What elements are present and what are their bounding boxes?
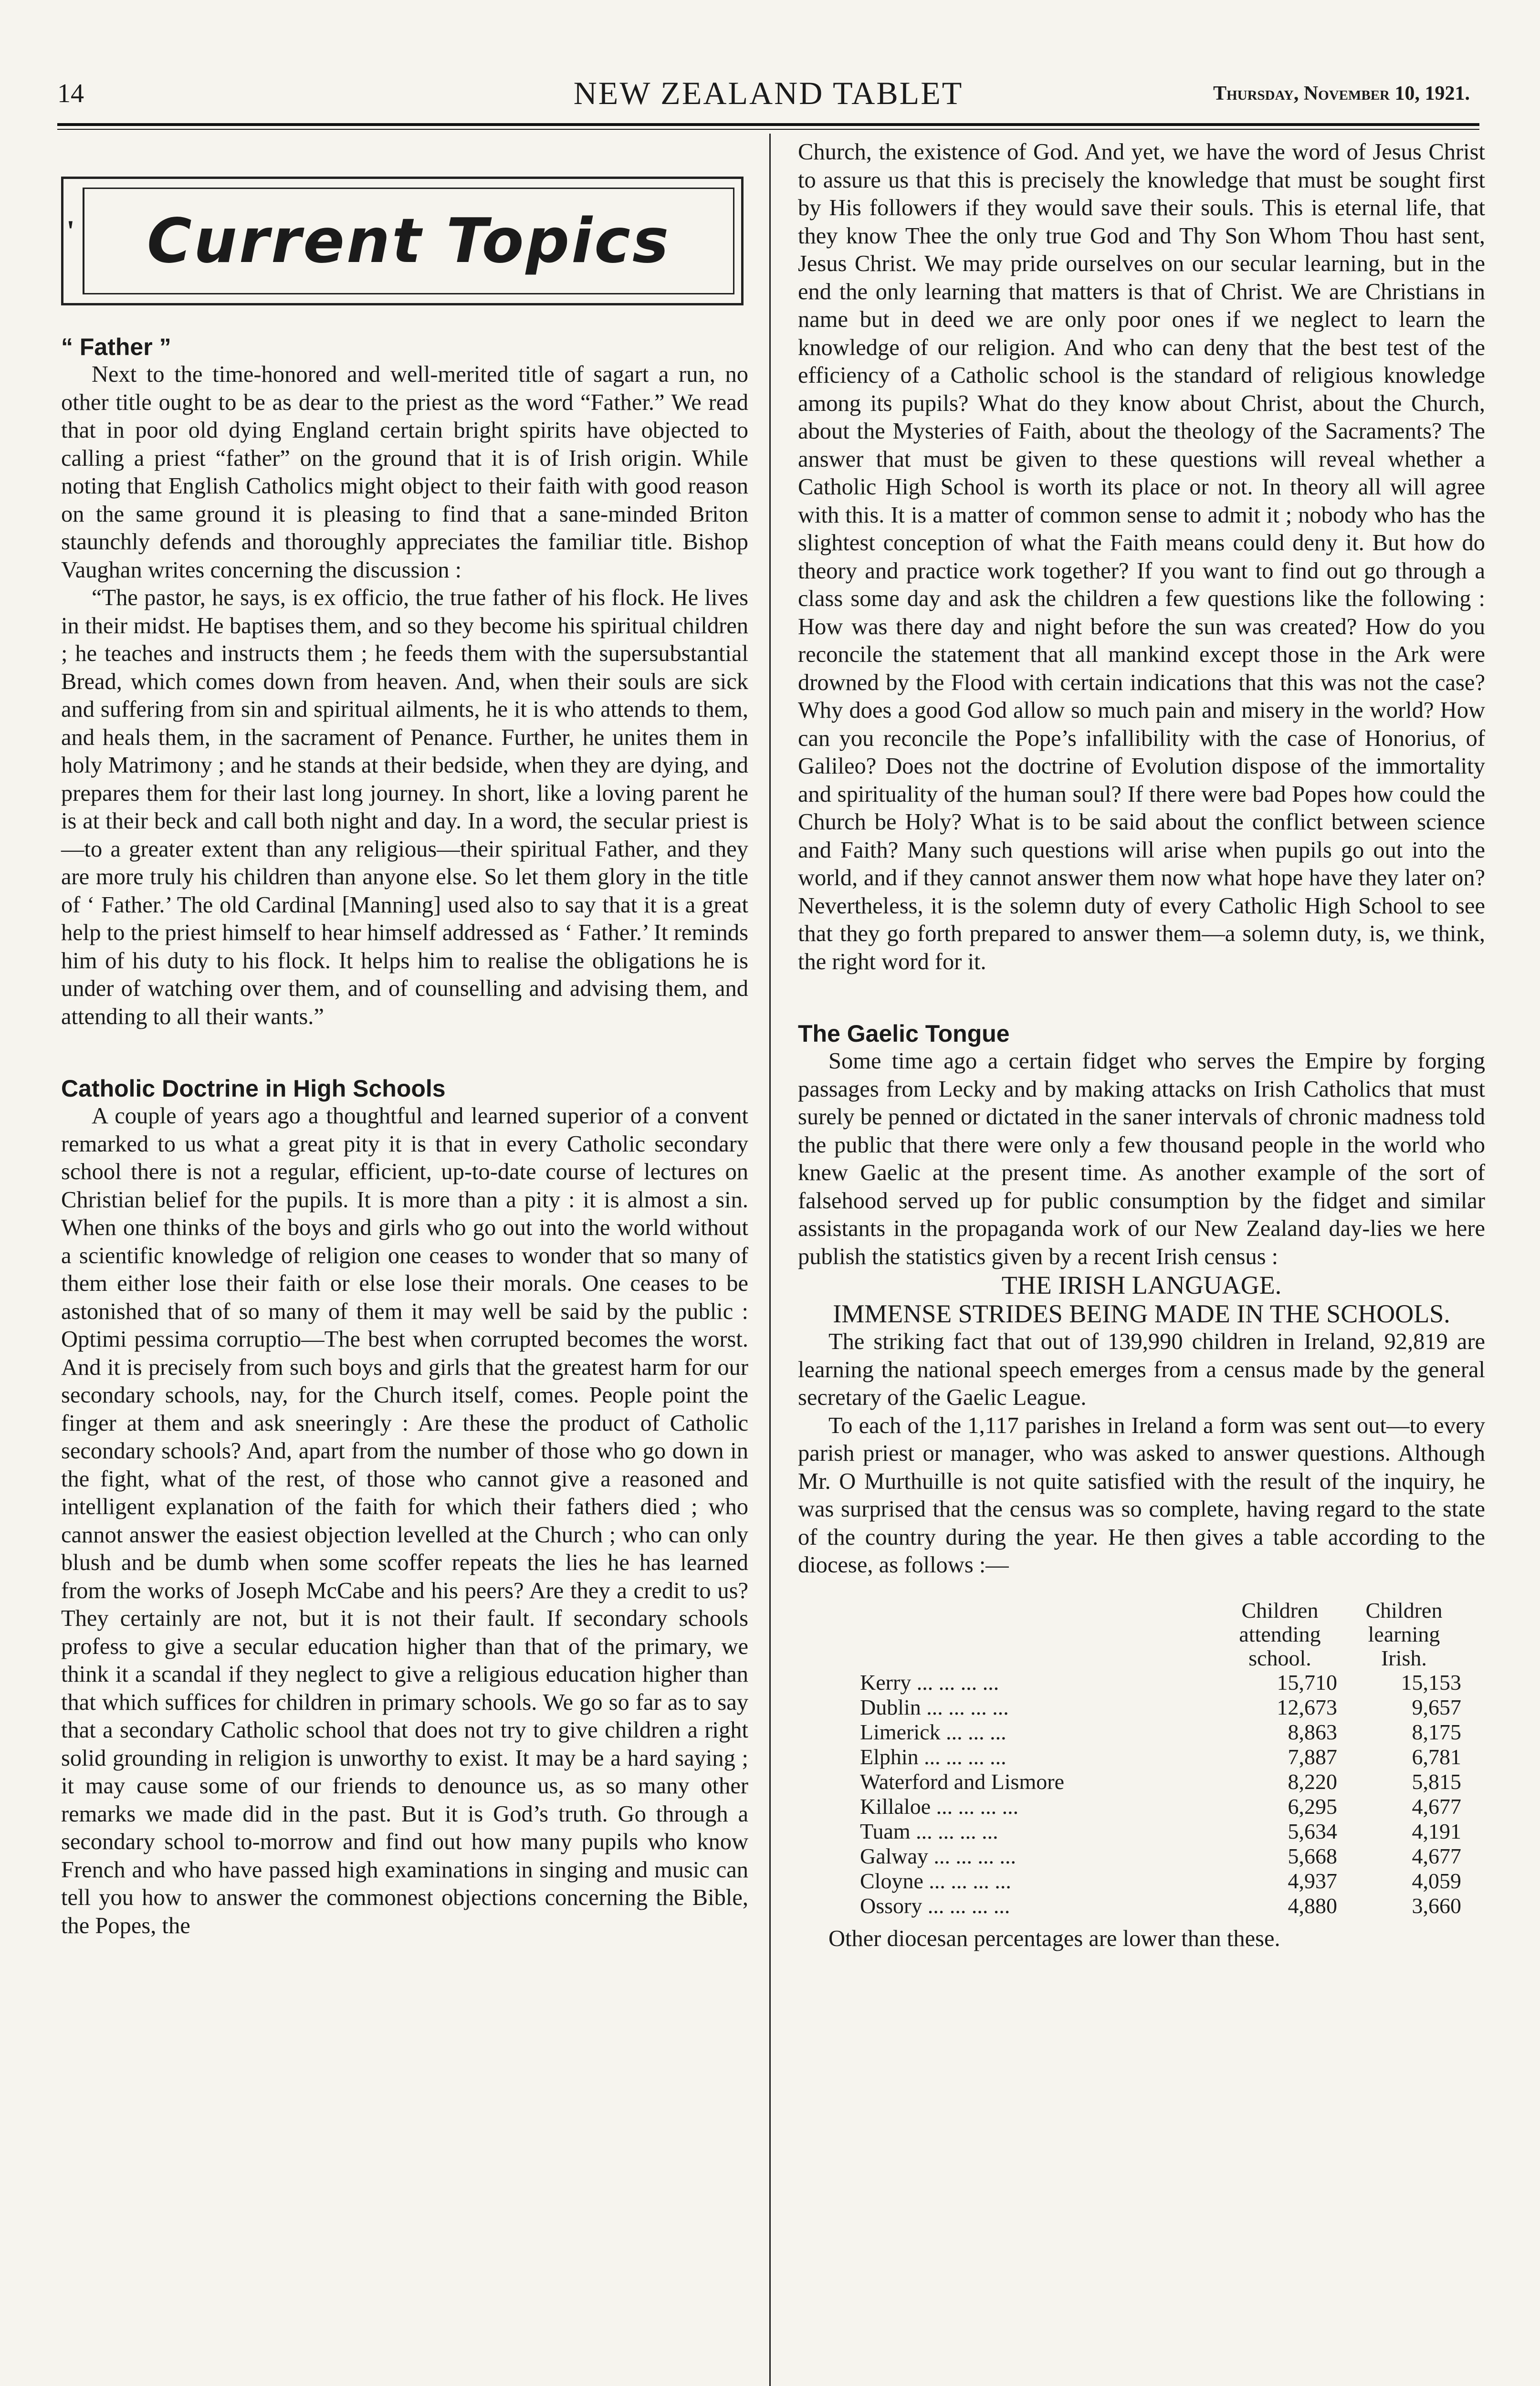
page-number: 14 [57, 79, 84, 108]
census-cell-attending: 4,937 [1288, 1868, 1337, 1893]
census-cell-learning: 4,677 [1412, 1794, 1461, 1819]
census-cell-diocese: Waterford and Lismore [860, 1769, 1065, 1794]
census-cell-learning: 4,059 [1412, 1868, 1461, 1893]
census-cell-diocese: Limerick ... ... ... [860, 1719, 1006, 1744]
census-cell-learning: 5,815 [1412, 1769, 1461, 1794]
census-table-body [855, 1670, 1466, 1918]
census-cell-learning: 9,657 [1412, 1695, 1461, 1719]
census-cell-diocese: Dublin ... ... ... ... [860, 1695, 1009, 1719]
gaelic-title: The Gaelic Tongue [798, 1020, 1010, 1047]
table-gap [798, 1580, 1485, 1599]
gaelic-closing: Other diocesan percentages are lower than these. [828, 1926, 1280, 1951]
census-cell-attending: 5,634 [1288, 1819, 1337, 1843]
catholic-doctrine-title: Catholic Doctrine in High Schools [61, 1075, 446, 1102]
banner-quote-mark: ' [66, 214, 75, 248]
gaelic-paragraph-3: To each of the 1,117 parishes in Ireland a form was sent out—to every parish priest or manager, who was asked to answer questions. Although Mr. O Murthuille is not quite satisfied with the result of the inquiry, he was surprised that the census was so complete, having regard to the state of the country during the year. He then gives a table according to the diocese, as follows :— [798, 1413, 1485, 1578]
page-header [57, 72, 1479, 115]
census-cell-attending: 5,668 [1288, 1843, 1337, 1868]
census-cell-diocese: Tuam ... ... ... ... [860, 1819, 998, 1843]
catholic-doctrine-paragraph-1: A couple of years ago a thoughtful and learned superior of a convent remarked to us what a great pity it is that in every Catholic secondary school there is not a regular, efficient, up-to-date course of lectures on Christian belief for the pupils. It is more than a pity : it is almost a sin. When one thinks of the boys and girls who go out into the world without a scientific knowledge of religion one ceases to wonder that so many of them either lose their faith or else lose their morals. One ceases to be astonished that of so many of them it may well be said by the public : Optimi pessima corruptio—The best when corrupted becomes the worst. And it is precisely from such boys and girls that the greatest harm for our secondary schools, nay, for the Church itself, comes. People point the finger at them and ask sneeringly : Are these the product of Catholic secondary schools? And, apart from the number of those who go down in the fight, what of the rest, of those who cannot give a reasoned and intelligent explanation of the faith for which their fathers died ; who cannot answer the easiest objection levelled at the Church ; who can only blush and be dumb when some scoffer repeats the lies he has learned from the works of Joseph McCabe and his peers? Are they a credit to us? They certainly are not, but it is not their fault. If secondary schools profess to give a secular education higher than that of the primary, we think it a scandal if they neglect to give a religious education higher than that which suffices for children in primary schools. We go so far as to say that a secondary Catholic school that does not try to give children a right solid grounding in religion is unworthy to exist. It may be a hard saying ; it may cause some of our friends to denounce us, as so many other remarks we made did in the past. But it is God’s truth. Go through a secondary school to-morrow and find out how many pupils who know French and who have passed high examinations in singing and music can tell you how to answer the commonest objections concerning the Bible, the Popes, the [61, 1103, 748, 1938]
census-row [855, 1869, 1466, 1894]
census-row [855, 1695, 1466, 1720]
census-cell-learning: 4,677 [1412, 1843, 1461, 1868]
census-cell-attending: 8,863 [1288, 1719, 1337, 1744]
census-table-header [855, 1599, 1466, 1670]
father-title: “ Father ” [61, 334, 171, 360]
census-cell-attending: 15,710 [1277, 1670, 1337, 1695]
census-table [855, 1599, 1466, 1918]
census-cell-diocese: Cloyne ... ... ... ... [860, 1868, 1011, 1893]
catholic-doctrine-continuation: Church, the existence of God. And yet, we have the word of Jesus Christ to assure us that this is precisely the knowledge that must be sought first by His followers if they would save their souls. This is eternal life, that they know Thee the only true God and Thy Son Whom Thou hast sent, Jesus Christ. We may pride ourselves on our secular learning, but in the end the only learning that matters is that of Christ. We are Christians in name but in deed we are only poor ones if we neglect to learn the knowledge of our religion. And who can deny that the best test of the efficiency of a Catholic school is the standard of religious knowledge among its pupils? What do they know about Christ, about the Church, about the Mysteries of Faith, about the theology of the Sacraments? The answer that must be given to these questions will reveal whether a Catholic High School is worth its place or not. In theory all will agree with this. It is a matter of common sense to admit it ; nobody who has the slightest conception of what the Faith means could deny it. But how do theory and practice work together? If you want to find out go through a class some day and ask the children a few questions like the following : How was there day and night before the sun was created? How do you reconcile the statement that all mankind except those in the Ark were drowned by the Flood with certain indications that this was not the case? Why does a good God allow so much pain and misery in the world? How can you reconcile the Pope’s infallibility with the case of Honorius, of Galileo? Does not the doctrine of Evolution dispose of the immortality and spirituality of the human soul? If there were bad Popes how could the Church be Holy? What is to be said about the conflict between science and Faith? Many such questions will arise when pupils go out into the world, and if they cannot answer them now what hope have they later on? Nevertheless, it is the solemn duty of every Catholic High School to see that they go forth prepared to answer them—a solemn duty, is, we think, the right word for it. [798, 139, 1485, 974]
census-cell-diocese: Killaloe ... ... ... ... [860, 1794, 1019, 1819]
census-cell-diocese: Kerry ... ... ... ... [860, 1670, 999, 1695]
census-row [855, 1844, 1466, 1869]
census-col-learning: Children learning Irish. [1365, 1598, 1443, 1670]
banner-inner-frame [83, 188, 734, 294]
current-topics-heading: Current Topics [147, 206, 671, 277]
father-paragraph-1: Next to the time-honored and well-merited title of sagart a run, no other title ought to be as dear to the priest as the word “Father.” We read that in poor old dying England certain bright spirits have objected to calling a priest “father” on the ground that it is of Irish origin. While noting that English Catholics might object to their faith with good reason on the same ground it is pleasing to find that a sane-minded Briton staunchly defends and thoroughly appreciates the familiar title. Bishop Vaughan writes concerning the discussion : [61, 362, 748, 583]
census-col-attending: Children attending school. [1239, 1598, 1321, 1670]
census-row [855, 1819, 1466, 1844]
census-row [855, 1769, 1466, 1794]
census-row [855, 1670, 1466, 1695]
section-gap [61, 1031, 748, 1075]
census-cell-learning: 15,153 [1401, 1670, 1461, 1695]
census-cell-diocese: Galway ... ... ... ... [860, 1843, 1016, 1868]
census-cell-attending: 8,220 [1288, 1769, 1337, 1794]
census-cell-learning: 4,191 [1412, 1819, 1461, 1843]
census-cell-attending: 7,887 [1288, 1744, 1337, 1769]
column-divider [769, 134, 771, 2386]
census-cell-attending: 6,295 [1288, 1794, 1337, 1819]
right-column [798, 138, 1485, 1953]
header-rule-thin [57, 129, 1479, 130]
current-topics-banner [61, 177, 744, 305]
census-cell-learning: 6,781 [1412, 1744, 1461, 1769]
gaelic-paragraph-1: Some time ago a certain fidget who serves the Empire by forging passages from Lecky and by making attacks on Irish Catholics that must surely be penned or dictated in the saner intervals of chronic madness told the public that there were only a few thousand people in the world who knew Gaelic at the present time. As another example of the sort of falsehood served up for public consumption by the fidget and similar assistants in the propaganda work of our New Zealand day-lies we here publish the statistics given by a recent Irish census : [798, 1048, 1485, 1269]
masthead: NEW ZEALAND TABLET [573, 75, 964, 111]
census-col-diocese [855, 1599, 1218, 1670]
header-rule [57, 123, 1479, 126]
census-heading-2: IMMENSE STRIDES BEING MADE IN THE SCHOOLS. [833, 1299, 1450, 1328]
father-paragraph-2: “The pastor, he says, is ex officio, the true father of his flock. He lives in their midst. He baptises them, and so they become his spiritual children ; he teaches and instructs them ; he feeds them with the supersubstantial Bread, which comes down from heaven. And, when their souls are sick and suffering from sin and spiritual ailments, he it is who attends to them, and heals them, in the sacrament of Penance. Further, he unites them in holy Matrimony ; and he stands at their bedside, when they are dying, and prepares them for their last long journey. In short, like a loving parent he is at their beck and call both night and day. In a word, the secular priest is—to a greater extent than any religious—their spiritual Father, and they are more truly his children than anyone else. So let them glory in the title of ‘ Father.’ The old Cardinal [Manning] used also to say that it is a great help to the priest himself to hear himself addressed as ‘ Father.’ It reminds him of his duty to his flock. It helps him to realise the obligations he is under of watching over them, and of counselling and advising them, and attending to all their wants.” [61, 585, 748, 1029]
left-column [61, 162, 748, 1940]
census-row [855, 1720, 1466, 1745]
census-row [855, 1794, 1466, 1819]
census-cell-diocese: Elphin ... ... ... ... [860, 1744, 1006, 1769]
census-cell-attending: 12,673 [1277, 1695, 1337, 1719]
census-cell-learning: 8,175 [1412, 1719, 1461, 1744]
census-cell-learning: 3,660 [1412, 1893, 1461, 1918]
census-cell-diocese: Ossory ... ... ... ... [860, 1893, 1010, 1918]
gaelic-paragraph-2: The striking fact that out of 139,990 children in Ireland, 92,819 are learning the national speech emerges from a census made by the general secretary of the Gaelic League. [798, 1329, 1485, 1410]
census-row [855, 1894, 1466, 1918]
issue-date: Thursday, November 10, 1921. [1213, 83, 1470, 105]
census-heading-1: THE IRISH LANGUAGE. [1001, 1271, 1282, 1299]
section-gap [798, 976, 1485, 1020]
census-row [855, 1745, 1466, 1769]
census-cell-attending: 4,880 [1288, 1893, 1337, 1918]
